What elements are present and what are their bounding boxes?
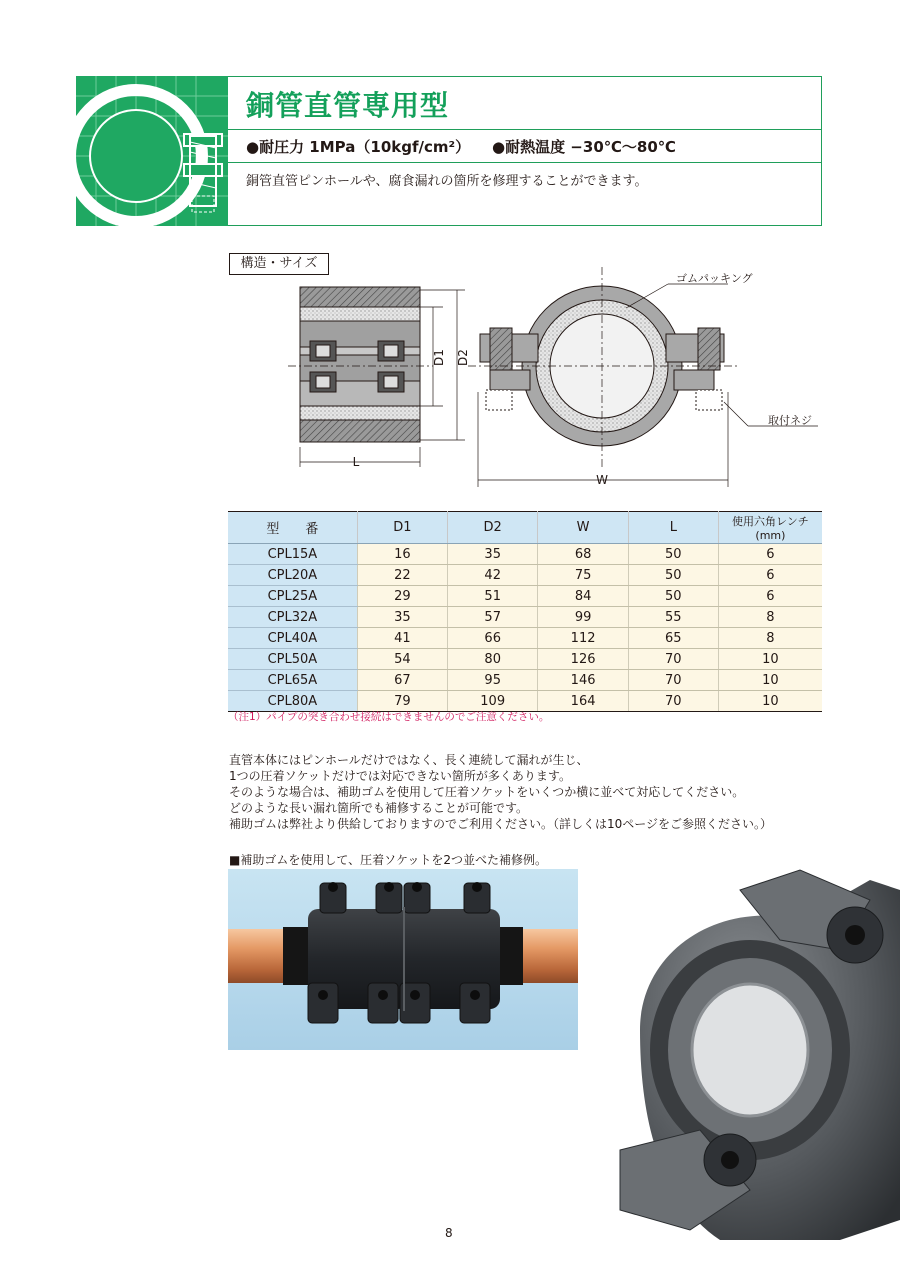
- cell: 51: [448, 586, 538, 607]
- cell: 10: [718, 691, 822, 712]
- cell: 80: [448, 649, 538, 670]
- screw-callout: 取付ネジ: [768, 414, 812, 427]
- table-row: [228, 544, 822, 565]
- clamp-closeup-photo: [600, 860, 900, 1240]
- cell: 8: [718, 607, 822, 628]
- cell: 146: [538, 670, 628, 691]
- body-line: 補助ゴムは弊社より供給しておりますのでご利用ください。（詳しくは10ページをご参照ください。）: [229, 817, 773, 831]
- cell: 55: [628, 607, 718, 628]
- cell: 10: [718, 649, 822, 670]
- cell: 84: [538, 586, 628, 607]
- cell: 68: [538, 544, 628, 565]
- front-view: [468, 267, 818, 487]
- body-line: 直管本体にはピンホールだけではなく、長く連続して漏れが生じ、: [229, 753, 589, 767]
- dim-l-label: L: [352, 455, 360, 469]
- cell: 29: [357, 586, 447, 607]
- dim-d1-label: D1: [432, 349, 446, 366]
- body-text: [229, 752, 772, 832]
- structure-diagram: [228, 262, 822, 492]
- cell: 6: [718, 544, 822, 565]
- cell-model: CPL80A: [228, 691, 357, 712]
- structure-label: 構造・サイズ: [229, 253, 329, 275]
- cell: 126: [538, 649, 628, 670]
- col-l: L: [628, 512, 718, 544]
- col-model: 型 番: [228, 512, 357, 544]
- repair-example-photo: [228, 869, 578, 1050]
- table-note: （注1）パイプの突き合わせ接続はできませんのでご注意ください。: [228, 711, 550, 723]
- cell-model: CPL40A: [228, 628, 357, 649]
- cell: 35: [448, 544, 538, 565]
- side-view: [288, 287, 465, 467]
- dim-w-label: W: [596, 473, 608, 487]
- col-w: W: [538, 512, 628, 544]
- cell: 67: [357, 670, 447, 691]
- cell-model: CPL50A: [228, 649, 357, 670]
- table-row: [228, 607, 822, 628]
- cell: 112: [538, 628, 628, 649]
- cell: 6: [718, 565, 822, 586]
- cell: 66: [448, 628, 538, 649]
- body-line: そのような場合は、補助ゴムを使用して圧着ソケットをいくつか横に並べて対応してください。: [229, 785, 745, 799]
- cell: 22: [357, 565, 447, 586]
- cell: 50: [628, 565, 718, 586]
- body-line: どのような長い漏れ箇所でも補修することが可能です。: [229, 801, 529, 815]
- cell: 10: [718, 670, 822, 691]
- cell: 16: [357, 544, 447, 565]
- cell: 6: [718, 586, 822, 607]
- cell: 109: [448, 691, 538, 712]
- col-d2: D2: [448, 512, 538, 544]
- cell-model: CPL32A: [228, 607, 357, 628]
- cell: 95: [448, 670, 538, 691]
- cell: 70: [628, 691, 718, 712]
- cell: 79: [357, 691, 447, 712]
- cell: 41: [357, 628, 447, 649]
- cell: 57: [448, 607, 538, 628]
- gasket-callout: ゴムパッキング: [676, 272, 753, 285]
- clamp-logo-icon: [76, 76, 228, 226]
- cell: 42: [448, 565, 538, 586]
- col-d1: D1: [357, 512, 447, 544]
- body-line: 1つの圧着ソケットだけでは対応できない箇所が多くあります。: [229, 769, 571, 783]
- table-row: [228, 628, 822, 649]
- cell-model: CPL65A: [228, 670, 357, 691]
- cell-model: CPL20A: [228, 565, 357, 586]
- temperature-spec: ●耐熱温度 −30℃〜80℃: [492, 138, 676, 156]
- cell-model: CPL25A: [228, 586, 357, 607]
- table-row: [228, 649, 822, 670]
- example-caption: ■補助ゴムを使用して、圧着ソケットを2つ並べた補修例。: [229, 853, 548, 867]
- table-row: [228, 670, 822, 691]
- table-header-row: [228, 512, 822, 544]
- col-wrench: 使用六角レンチ(mm): [718, 512, 822, 544]
- pressure-spec: ●耐圧力 1MPa（10kgf/cm²）: [246, 138, 471, 156]
- cell: 35: [357, 607, 447, 628]
- page-title: 銅管直管専用型: [246, 89, 450, 122]
- cell: 54: [357, 649, 447, 670]
- product-description: 銅管直管ピンホールや、腐食漏れの箇所を修理することができます。: [246, 174, 648, 189]
- dim-d2-label: D2: [456, 349, 470, 366]
- cell: 65: [628, 628, 718, 649]
- cell: 75: [538, 565, 628, 586]
- cell: 70: [628, 649, 718, 670]
- page-number: 8: [445, 1226, 453, 1240]
- cell: 8: [718, 628, 822, 649]
- table-row: [228, 565, 822, 586]
- cell: 50: [628, 544, 718, 565]
- cell: 164: [538, 691, 628, 712]
- cell: 99: [538, 607, 628, 628]
- cell: 50: [628, 586, 718, 607]
- table-row: [228, 586, 822, 607]
- cell-model: CPL15A: [228, 544, 357, 565]
- cell: 70: [628, 670, 718, 691]
- spec-table: [228, 511, 822, 712]
